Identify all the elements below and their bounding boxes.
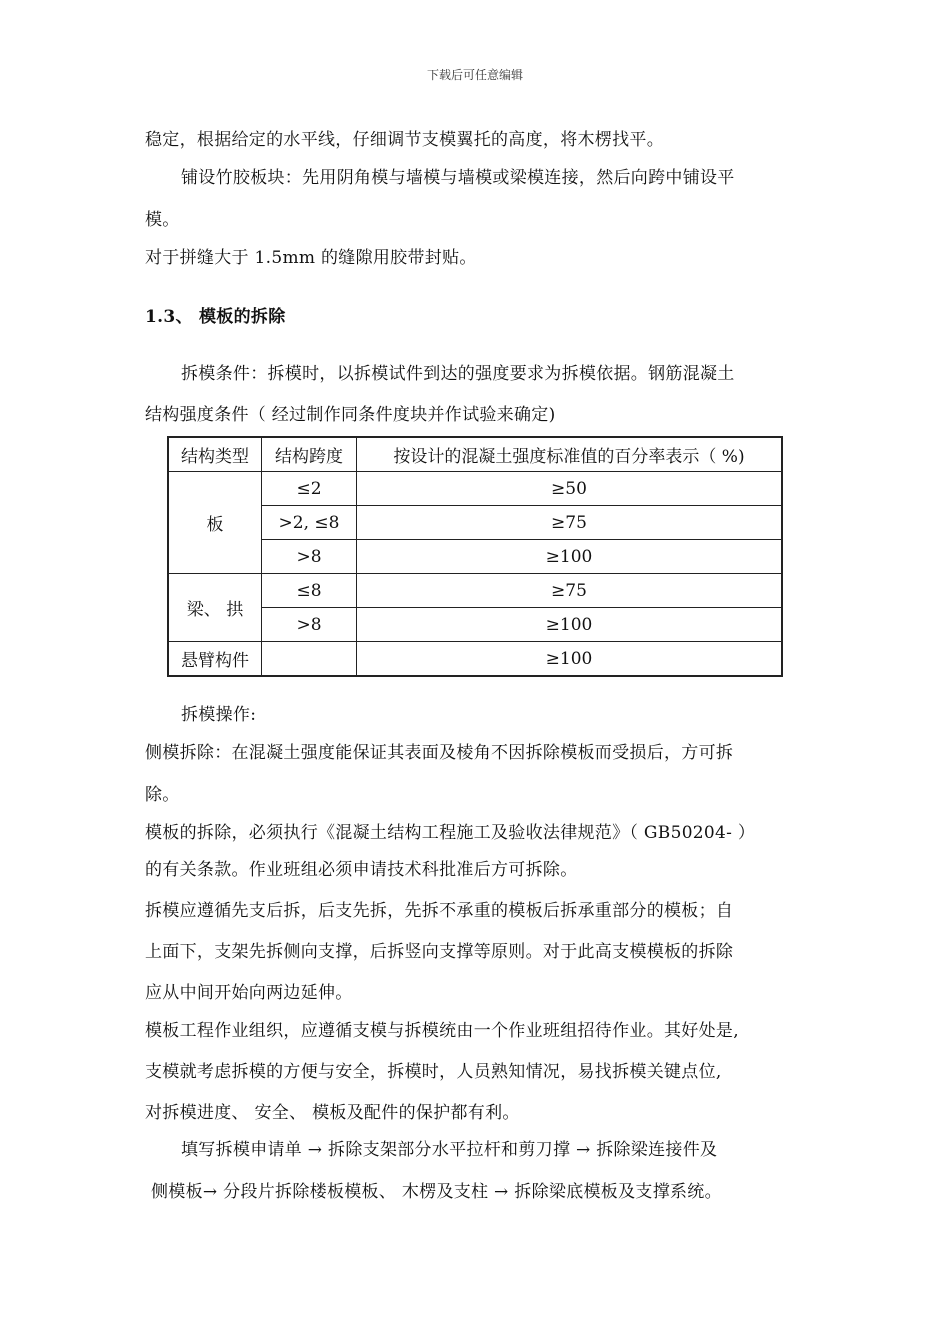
value-cell: ≥100 [357,608,783,642]
structure-type-cell: 板 [168,472,262,574]
value-cell: ≥100 [357,642,783,677]
paragraph-line: 拆模操作: [181,705,257,725]
paragraph-line: 模板的拆除，必须执行《混凝土结构工程施工及验收法律规范》（ GB50204- ） [145,823,756,843]
page-header-note: 下载后可任意编辑 [426,68,523,82]
paragraph-line: 应从中间开始向两边延伸。 [145,983,353,1003]
table-header-cell: 按设计的混凝土强度标准值的百分率表示（ %) [357,437,783,472]
span-cell [262,642,357,677]
paragraph-line: 支模就考虑拆模的方便与安全，拆模时，人员熟知情况，易找拆模关键点位, [145,1062,722,1082]
paragraph-line: 拆模条件：拆模时，以拆模试件到达的强度要求为拆模依据。钢筋混凝土 [181,364,735,384]
paragraph-line: 模。 [145,210,180,230]
paragraph-line: 铺设竹胶板块：先用阴角模与墙模与墙模或梁模连接，然后向跨中铺设平 [181,168,735,188]
span-cell: >8 [262,540,357,574]
span-cell: >8 [262,608,357,642]
paragraph-line: 上面下，支架先拆侧向支撑，后拆竖向支撑等原则。对于此高支模模板的拆除 [145,942,734,962]
span-cell: ≤8 [262,574,357,608]
strength-requirement-table [167,436,783,677]
span-cell: ≤2 [262,472,357,506]
structure-type-cell: 悬臂构件 [168,642,262,677]
table-header-row [168,437,782,472]
paragraph-line: 模板工程作业组织，应遵循支模与拆模统由一个作业班组招待作业。其好处是, [145,1021,739,1041]
value-cell: ≥100 [357,540,783,574]
value-cell: ≥50 [357,472,783,506]
span-cell: >2, ≤8 [262,506,357,540]
paragraph-line: 对拆模进度、 安全、 模板及配件的保护都有利。 [145,1103,520,1123]
structure-type-cell: 梁、 拱 [168,574,262,642]
value-cell: ≥75 [357,574,783,608]
paragraph-line: 除。 [145,785,180,805]
value-cell: ≥75 [357,506,783,540]
table-row [168,574,782,608]
paragraph-line: 侧模拆除：在混凝土强度能保证其表面及棱角不因拆除模板而受损后，方可拆 [145,743,734,763]
paragraph-line: 稳定，根据给定的水平线，仔细调节支模翼托的高度，将木楞找平。 [145,130,664,150]
table-header-cell: 结构跨度 [262,437,357,472]
section-heading: 1.3、 模板的拆除 [145,307,286,327]
paragraph-line: 结构强度条件（ 经过制作同条件度块并作试验来确定) [145,405,556,425]
table-header-cell: 结构类型 [168,437,262,472]
paragraph-line: 侧模板→ 分段片拆除楼板模板、 木楞及支柱 → 拆除梁底模板及支撑系统。 [151,1182,722,1202]
paragraph-line: 填写拆模申请单 → 拆除支架部分水平拉杆和剪刀撑 → 拆除梁连接件及 [181,1140,718,1160]
table-row [168,472,782,506]
paragraph-line: 对于拼缝大于 1.5mm 的缝隙用胶带封贴。 [145,248,477,268]
paragraph-line: 的有关条款。作业班组必须申请技术科批准后方可拆除。 [145,860,578,880]
paragraph-line: 拆模应遵循先支后拆，后支先拆，先拆不承重的模板后拆承重部分的模板；自 [145,901,734,921]
table-row [168,642,782,677]
